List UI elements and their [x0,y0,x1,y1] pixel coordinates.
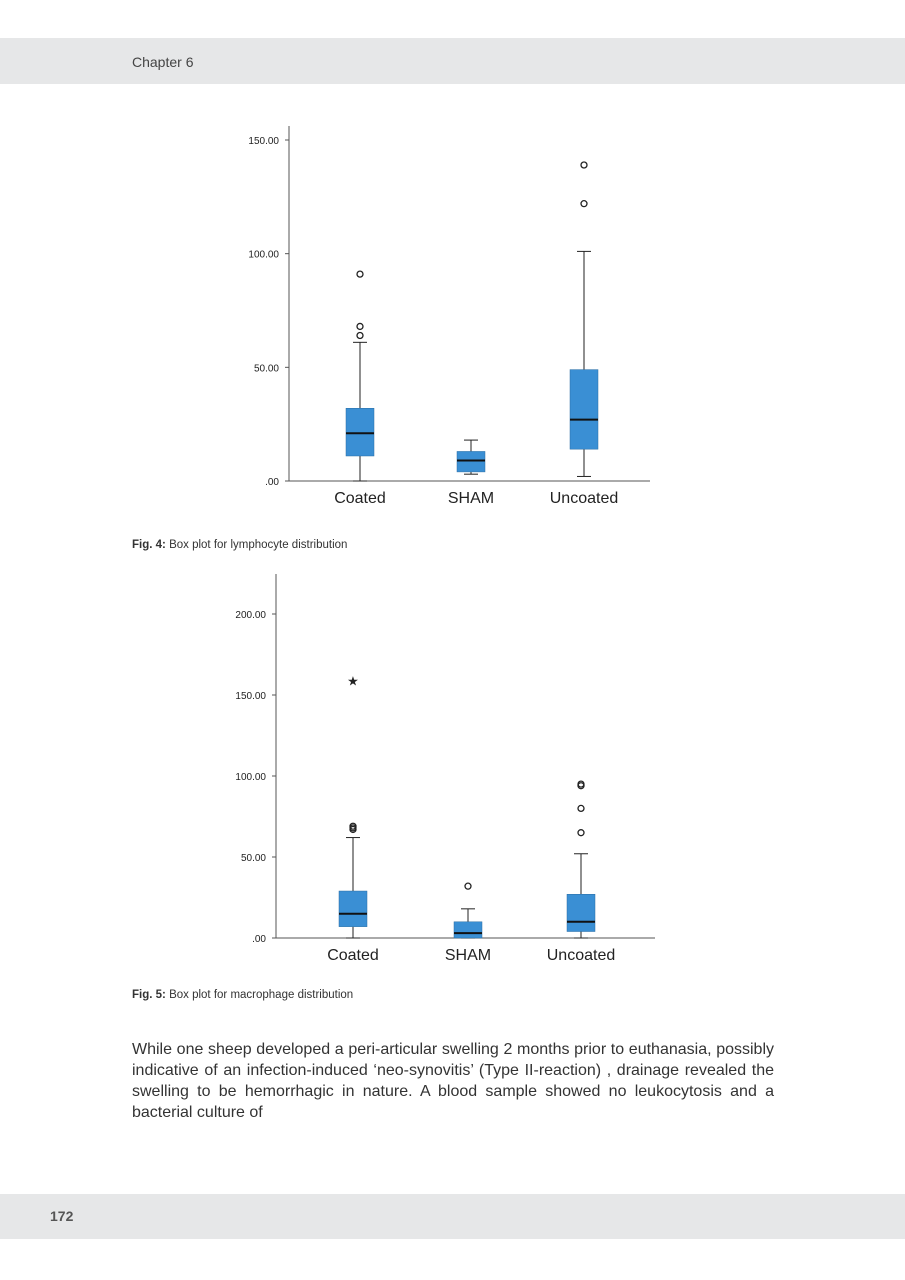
y-tick-label: .00 [265,477,279,488]
outlier-point [581,201,587,207]
y-tick-label: 50.00 [253,363,279,375]
box-coated [346,408,374,456]
macrophage-boxplot [0,572,905,972]
outlier-point [357,271,363,277]
y-tick-label: 50.00 [240,853,266,864]
page-number: 172 [50,1208,74,1224]
x-tick-label: Uncoated [549,490,619,507]
box-coated [339,891,367,927]
x-tick-label: SHAM [447,490,495,507]
box-uncoated [570,370,598,450]
chapter-heading: Chapter 6 [132,54,194,70]
y-tick-label: 150.00 [235,691,266,702]
outlier-point [581,162,587,168]
y-tick-label: 150.00 [248,136,279,147]
outlier-point [578,830,584,836]
outlier-point [465,883,471,889]
y-tick-label: 100.00 [248,249,279,261]
y-tick-label: 200.00 [235,610,266,621]
figure-4-caption-text: Box plot for lymphocyte distribution [169,539,348,551]
x-tick-label: Coated [334,490,386,507]
y-tick-label: 100.00 [235,772,266,783]
y-tick-label: .00 [252,934,266,945]
figure-5-caption [132,989,353,1001]
figure-5-caption-text: Box plot for macrophage distribution [169,989,354,1001]
box-uncoated [567,894,595,931]
x-tick-label: SHAM [444,947,492,964]
outlier-point [357,333,363,339]
outlier-point [578,805,584,811]
figure-5-label: Fig. 5: [132,989,166,1001]
figure-4-label: Fig. 4: [132,539,166,551]
footer-band [0,1194,905,1239]
body-paragraph: While one sheep developed a peri-articular swelling 2 months prior to euthanasia, possibly indicative of an infection-induced ‘neo-synovitis’ (Type II-reaction) , drainage revealed the swelling to be hemorrhagic in nature. A blood sample showed no leukocytosis and a bacterial culture of [132,1041,774,1121]
box-sham [457,451,485,471]
x-tick-label: Uncoated [546,947,616,964]
figure-4-caption [132,539,347,551]
x-tick-label: Coated [327,947,379,964]
outlier-point [357,323,363,329]
extreme-point: ★ [347,673,359,689]
lymphocyte-boxplot [0,118,905,518]
box-sham [454,922,482,938]
